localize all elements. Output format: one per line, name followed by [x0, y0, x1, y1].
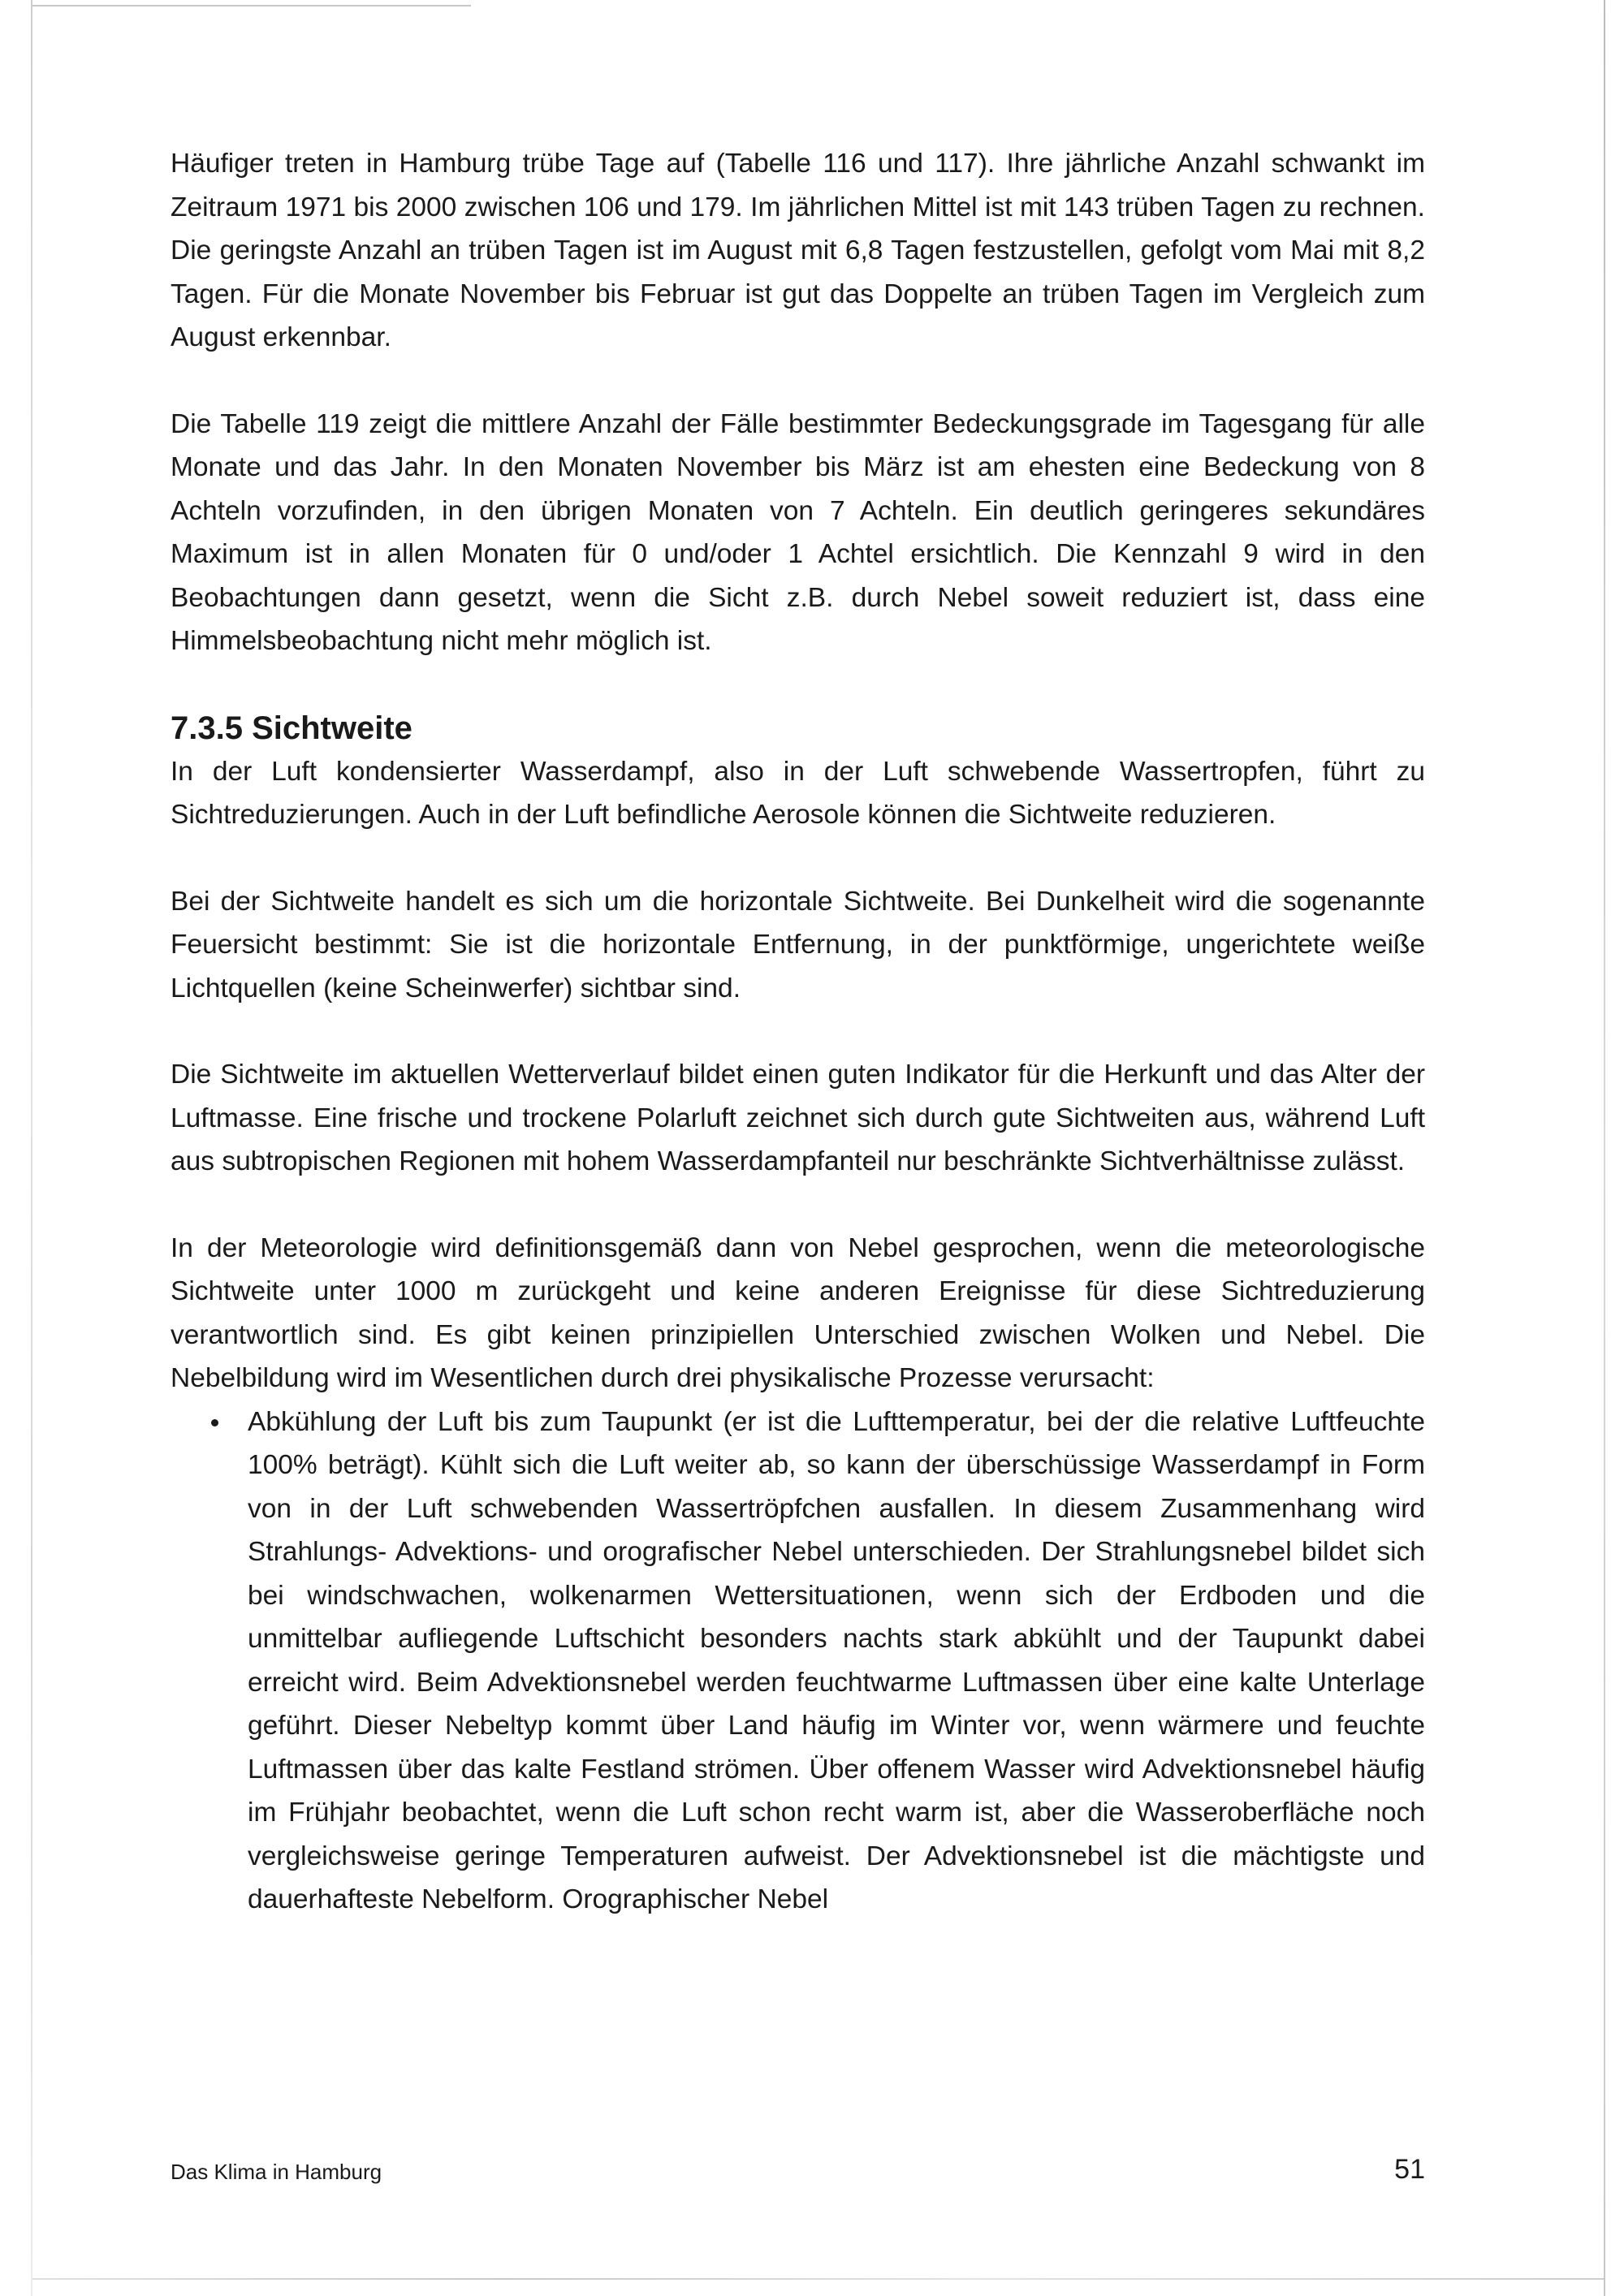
- footer-title: Das Klima in Hamburg: [171, 2160, 382, 2184]
- paragraph-indikator-luftmasse: Die Sichtweite im aktuellen Wetterverlauf bildet einen guten Indikator für die Herkunft und das Alter der Luftmasse. Eine frische und trockene Polarluft zeichnet sich durch gute Sichtweiten aus, während Luft aus subtropischen Regionen mit hohem Wasserdampfanteil nur beschränkte Sichtverhältnisse zulässt.: [171, 1060, 1425, 1176]
- scan-edge-top: [32, 5, 471, 6]
- paragraph-nebel-definition: In der Meteorologie wird definitionsgemäß dann von Nebel gesprochen, wenn die meteorologische Sichtweite unter 1000 m zurückgeht und keine anderen Ereignisse für diese Sichtreduzierung verantwortlich sind. Es gibt keinen prinzipiellen Unterschied zwischen Wolken und Nebel. Die Nebelbildung wird im Wesentlichen durch drei physikalische Prozesse verursacht:: [171, 1232, 1425, 1393]
- page-number: 51: [1394, 2154, 1425, 2185]
- list-item-text: Abkühlung der Luft bis zum Taupunkt (er ist die Lufttemperatur, bei der die relative Luftfeuchte 100% beträgt). Kühlt sich die Luft weiter ab, so kann der überschüssige Wasserdampf in Form von in der Luft schwebenden Wassertröpfchen ausfallen. In diesem Zusammenhang wird Strahlungs- Advektions- und orografischer Nebel unterschieden. Der Strahlungsnebel bildet sich bei windschwachen, wolkenarmen Wettersituationen, wenn sich der Erdboden und die unmittelbar aufliegende Luftschicht besonders nachts stark abkühlt und der Taupunkt dabei erreicht wird. Beim Advektionsnebel werden feuchtwarme Luftmassen über eine kalte Unterlage geführt. Dieser Nebeltyp kommt über Land häufig im Winter vor, wenn wärmere und feuchte Luftmassen über das kalte Festland strömen. Über offenem Wasser wird Advektionsnebel häufig im Frühjahr beobachtet, wenn die Luft schon recht warm ist, aber die Wasseroberfläche noch vergleichsweise geringe Temperaturen aufweist. Der Advektionsnebel ist die mächtigste und dauerhafteste Nebelform. Orographischer Nebel: [248, 1406, 1425, 1914]
- section-sichtweite: [171, 706, 1425, 1922]
- list-item: [171, 1400, 1425, 1922]
- bullet-list: [171, 1400, 1425, 1922]
- section-heading: 7.3.5 Sichtweite: [171, 710, 412, 746]
- paragraph-trube-tage: Häufiger treten in Hamburg trübe Tage auf (Tabelle 116 und 117). Ihre jährliche Anzahl schwankt im Zeitraum 1971 bis 2000 zwischen 106 und 179. Im jährlichen Mittel ist mit 143 trüben Tagen zu rechnen. Die geringste Anzahl an trüben Tagen ist im August mit 6,8 Tagen festzustellen, gefolgt vom Mai mit 8,2 Tagen. Für die Monate November bis Februar ist gut das Doppelte an trüben Tagen im Vergleich zum August erkennbar.: [171, 149, 1425, 352]
- bullet-dot-icon: [211, 1419, 218, 1426]
- page-body: [171, 142, 1425, 1922]
- paragraph-bedeckungsgrade: Die Tabelle 119 zeigt die mittlere Anzahl der Fälle bestimmter Bedeckungsgrade im Tagesgang für alle Monate und das Jahr. In den Monaten November bis März ist am ehesten eine Bedeckung von 8 Achteln vorzufinden, in den übrigen Monaten von 7 Achteln. Ein deutlich geringeres sekundäres Maximum ist in allen Monaten für 0 und/oder 1 Achtel ersichtlich. Die Kennzahl 9 wird in den Beobachtungen dann gesetzt, wenn die Sicht z.B. durch Nebel soweit reduziert ist, dass eine Himmelsbeobachtung nicht mehr möglich ist.: [171, 408, 1425, 656]
- paragraph-horizontale-sichtweite: Bei der Sichtweite handelt es sich um die horizontale Sichtweite. Bei Dunkelheit wird die sogenannte Feuersicht bestimmt: Sie ist die horizontale Entfernung, in der punktförmige, ungerichtete weiße Lichtquellen (keine Scheinwerfer) sichtbar sind.: [171, 886, 1425, 1003]
- scan-edge-bottom: [32, 2278, 1604, 2280]
- scan-edge-left: [31, 0, 32, 2296]
- paragraph-wasserdampf: In der Luft kondensierter Wasserdampf, also in der Luft schwebende Wassertropfen, führt zu Sichtreduzierungen. Auch in der Luft befindliche Aerosole können die Sichtweite reduzieren.: [171, 756, 1425, 830]
- scan-edge-right: [1604, 0, 1605, 2296]
